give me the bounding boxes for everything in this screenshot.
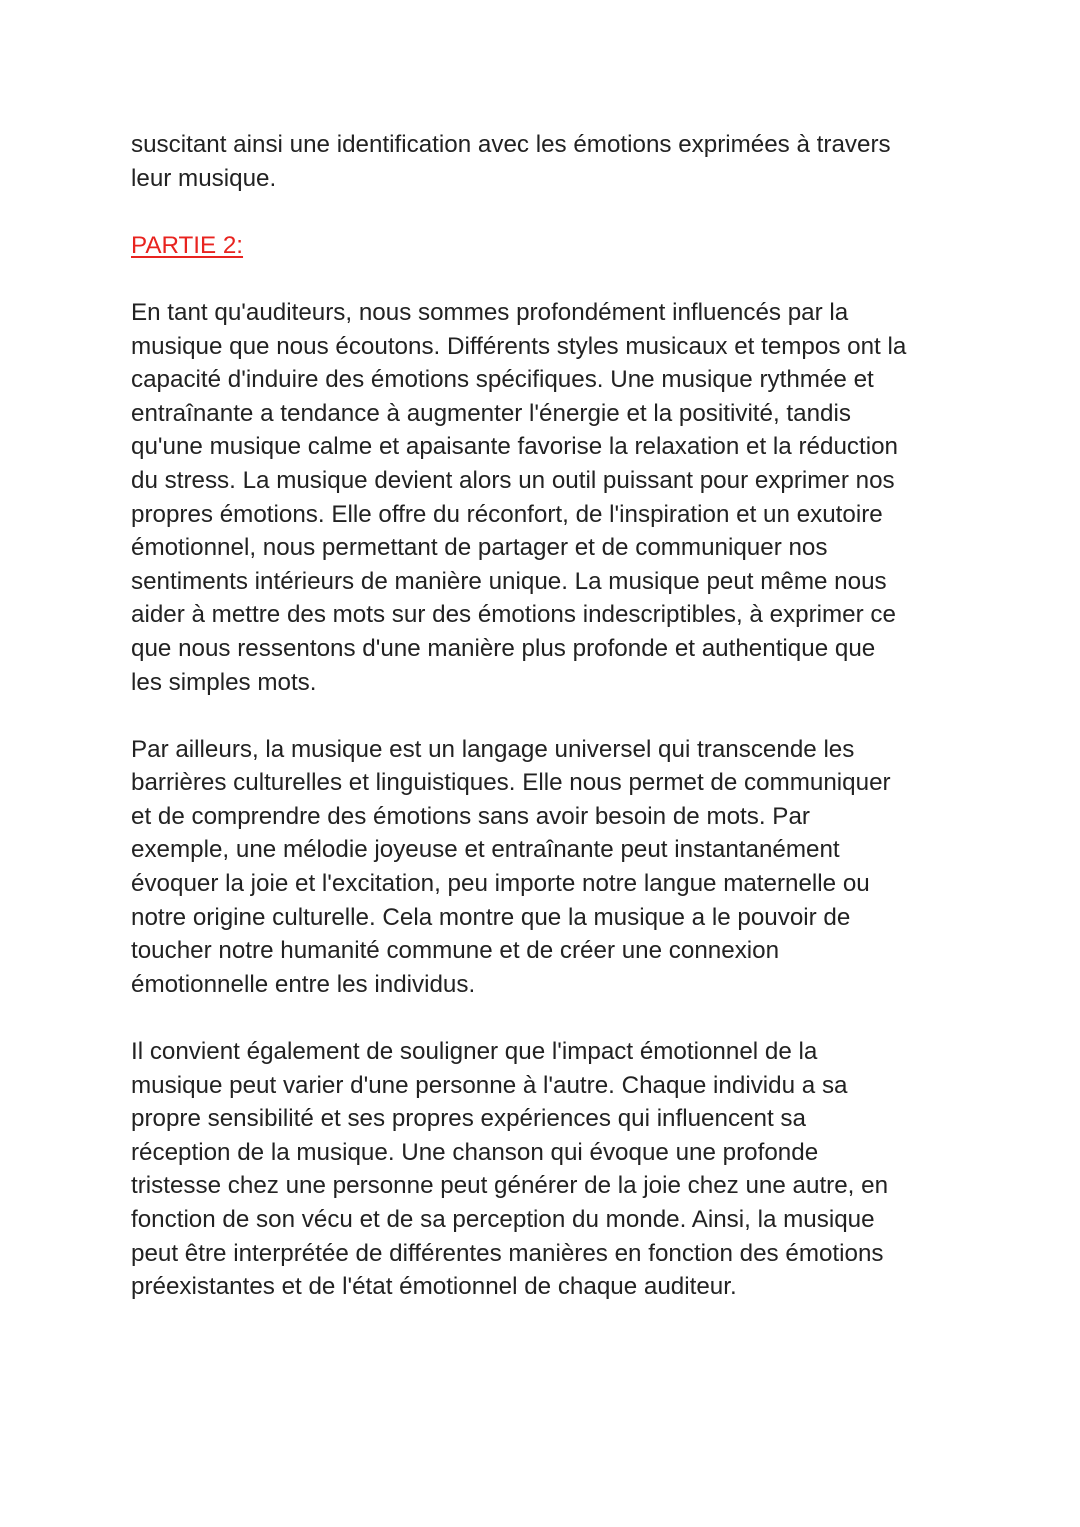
- text-line: tristesse chez une personne peut générer de la joie chez une autre, en: [131, 1172, 889, 1200]
- text-line: qu'une musique calme et apaisante favorise la relaxation et la réduction: [131, 433, 898, 461]
- text-line: musique peut varier d'une personne à l'autre. Chaque individu a sa: [131, 1071, 848, 1099]
- text-line: Il convient également de souligner que l'impact émotionnel de la: [131, 1038, 818, 1066]
- text-line: sentiments intérieurs de manière unique. La musique peut même nous: [131, 567, 887, 595]
- text-line: que nous ressentons d'une manière plus profonde et authentique que: [131, 634, 876, 662]
- text-line: réception de la musique. Une chanson qui évoque une profonde: [131, 1138, 819, 1166]
- text-line: exemple, une mélodie joyeuse et entraînante peut instantanément: [131, 836, 840, 864]
- paragraph-spacer: [131, 1001, 961, 1035]
- text-line: suscitant ainsi une identification avec les émotions exprimées à travers: [131, 131, 891, 158]
- text-line: et de comprendre des émotions sans avoir besoin de mots. Par: [131, 802, 810, 830]
- section-heading: PARTIE 2:: [131, 231, 244, 259]
- text-line: Par ailleurs, la musique est un langage universel qui transcende les: [131, 735, 855, 763]
- text-line: leur musique.: [131, 164, 277, 192]
- text-line: émotionnelle entre les individus.: [131, 970, 476, 998]
- paragraph-2: [131, 733, 961, 1002]
- text-line: les simples mots.: [131, 668, 317, 696]
- text-line: propre sensibilité et ses propres expériences qui influencent sa: [131, 1105, 806, 1133]
- text-line: du stress. La musique devient alors un outil puissant pour exprimer nos: [131, 466, 895, 494]
- text-line: capacité d'induire des émotions spécifiques. Une musique rythmée et: [131, 366, 874, 394]
- text-line: aider à mettre des mots sur des émotions indescriptibles, à exprimer ce: [131, 601, 896, 629]
- document-page: [131, 128, 961, 1304]
- text-line: musique que nous écoutons. Différents styles musicaux et tempos ont la: [131, 332, 907, 360]
- paragraph-spacer: [131, 699, 961, 733]
- text-line: émotionnel, nous permettant de partager et de communiquer nos: [131, 534, 828, 562]
- text-line: barrières culturelles et linguistiques. Elle nous permet de communiquer: [131, 769, 891, 797]
- text-line: notre origine culturelle. Cela montre que la musique a le pouvoir de: [131, 903, 851, 931]
- paragraph-3: [131, 1035, 961, 1304]
- paragraph-spacer: [131, 262, 961, 296]
- text-line: propres émotions. Elle offre du réconfort, de l'inspiration et un exutoire: [131, 500, 883, 528]
- text-line: peut être interprétée de différentes manières en fonction des émotions: [131, 1239, 884, 1267]
- intro-paragraph: [131, 128, 961, 195]
- text-line: évoquer la joie et l'excitation, peu importe notre langue maternelle ou: [131, 870, 870, 898]
- paragraph-spacer: [131, 195, 961, 229]
- text-line: toucher notre humanité commune et de créer une connexion: [131, 937, 780, 965]
- text-line: entraînante a tendance à augmenter l'énergie et la positivité, tandis: [131, 399, 851, 427]
- text-line: fonction de son vécu et de sa perception du monde. Ainsi, la musique: [131, 1206, 875, 1233]
- text-line: En tant qu'auditeurs, nous sommes profondément influencés par la: [131, 298, 849, 326]
- text-line: préexistantes et de l'état émotionnel de chaque auditeur.: [131, 1273, 737, 1301]
- paragraph-1: [131, 296, 961, 699]
